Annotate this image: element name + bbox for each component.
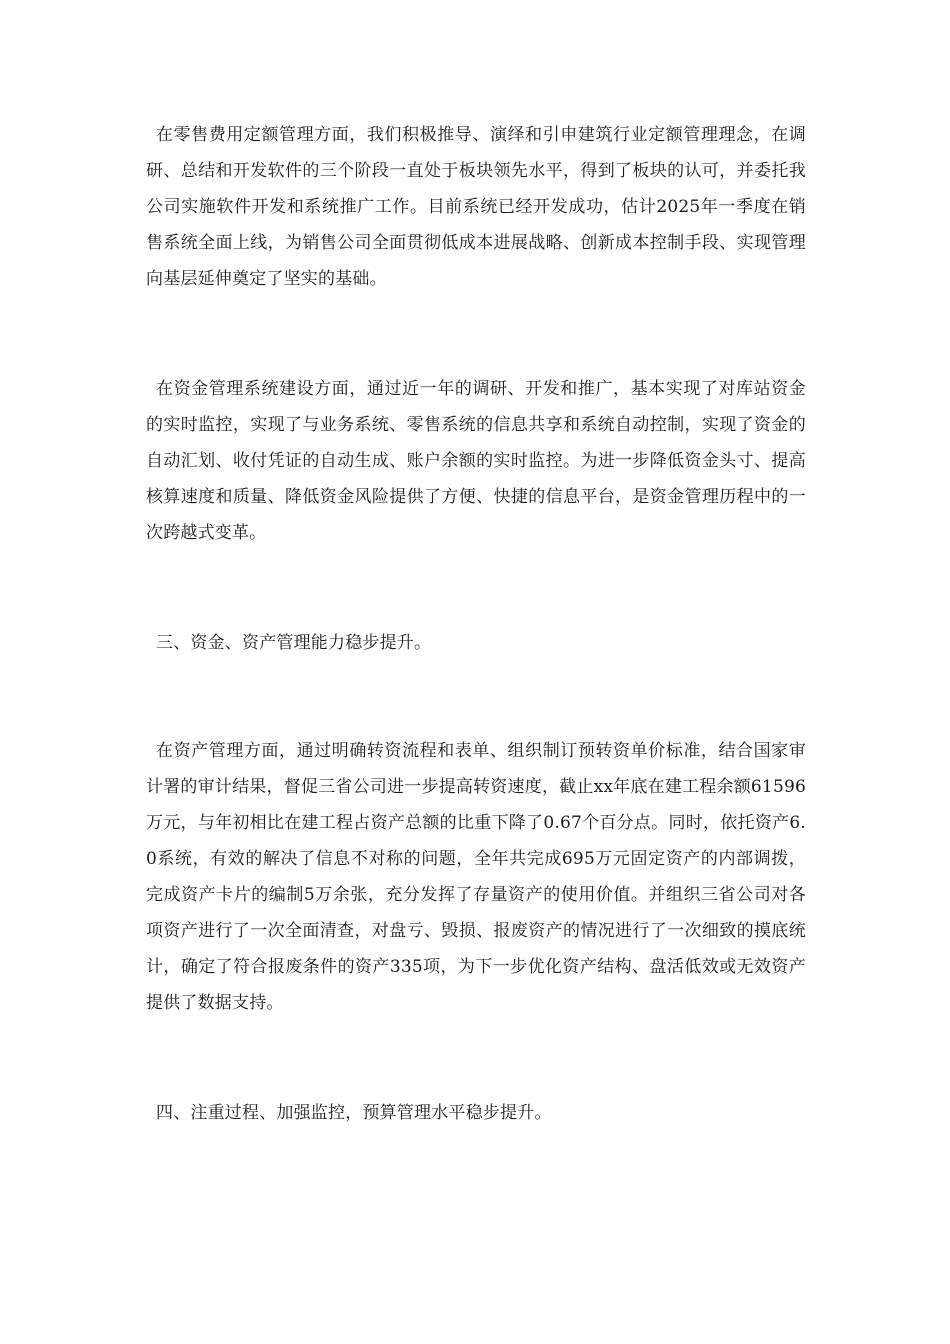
paragraph-asset-management: 在资产管理方面，通过明确转资流程和表单、组织制订预转资单价标准，结合国家审计署的审计结果，督促三省公司进一步提高转资速度，截止xx年底在建工程余额61596万元，与年初相比在建工程占资产总额的比重下降了0.67个百分点。同时，依托资产6.0系统，有效的解决了信息不对称的问题，全年共完成695万元固定资产的内部调拨，完成资产卡片的编制5万余张，充分发挥了存量资产的使用价值。并组织三省公司对各项资产进行了一次全面清查，对盘亏、毁损、报废资产的情况进行了一次细致的摸底统计，确定了符合报废条件的资产335项，为下一步优化资产结构、盘活低效或无效资产提供了数据支持。 (146, 741, 806, 1013)
section-heading-3: 三、资金、资产管理能力稳步提升。 (156, 633, 432, 653)
paragraph-fund-system: 在资金管理系统建设方面，通过近一年的调研、开发和推广，基本实现了对库站资金的实时监控，实现了与业务系统、零售系统的信息共享和系统自动控制，实现了资金的自动汇划、收付凭证的自动生成、账户余额的实时监控。为进一步降低资金头寸、提高核算速度和质量、降低资金风险提供了方便、快捷的信息平台，是资金管理历程中的一次跨越式变革。 (146, 379, 806, 543)
section-heading-4: 四、注重过程、加强监控，预算管理水平稳步提升。 (156, 1103, 552, 1123)
paragraph-retail-quota: 在零售费用定额管理方面，我们积极推导、演绎和引申建筑行业定额管理理念，在调研、总结和开发软件的三个阶段一直处于板块领先水平，得到了板块的认可，并委托我公司实施软件开发和系统推广工作。目前系统已经开发成功，估计2025年一季度在销售系统全面上线，为销售公司全面贯彻低成本进展战略、创新成本控制手段、实现管理向基层延伸奠定了坚实的基础。 (146, 125, 806, 289)
